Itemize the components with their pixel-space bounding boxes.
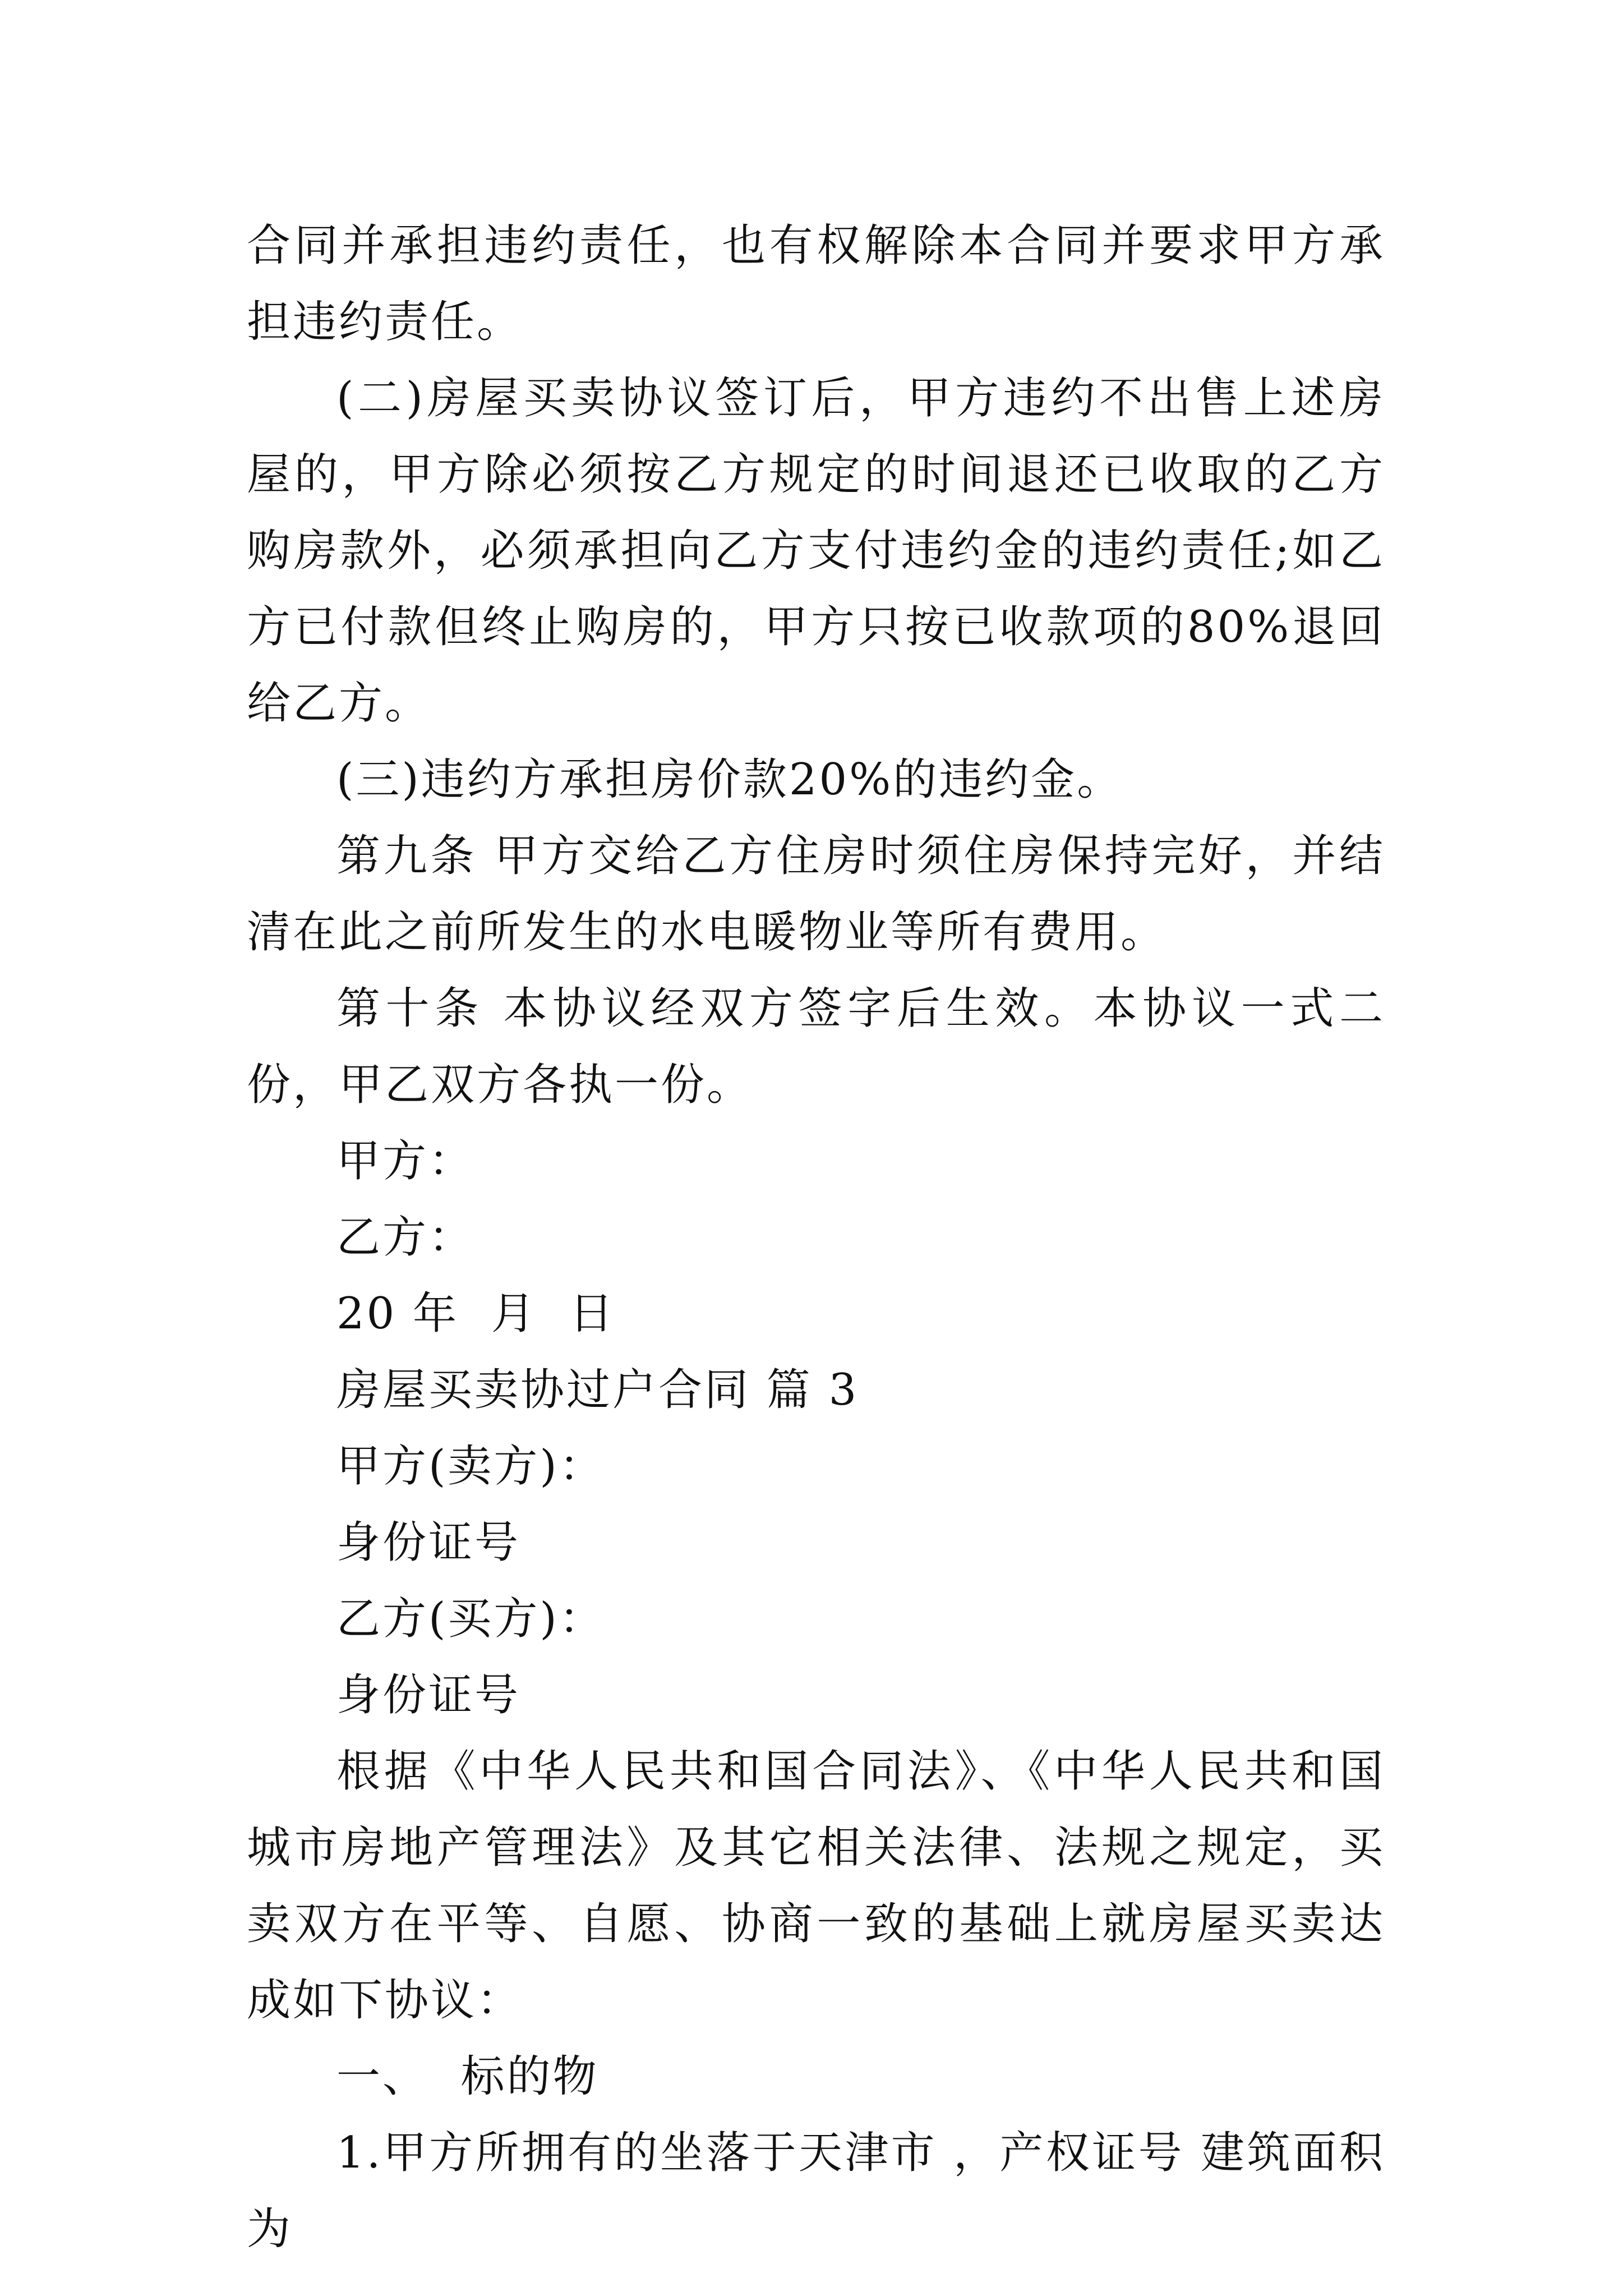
party-b-id-number-label: 身份证号 — [336, 1670, 521, 1720]
party-a-signature-line: 甲方： — [336, 1136, 475, 1186]
date-line: 20 年 月 日 — [336, 1289, 616, 1339]
party-a-seller-label: 甲方(卖方)： — [336, 1441, 605, 1492]
section-heading-part-3: 房屋买卖协过户合同 篇 3 — [336, 1365, 859, 1415]
subject-matter-heading: 一、 标的物 — [336, 2051, 599, 2102]
party-b-buyer-label: 乙方(买方)： — [336, 1594, 605, 1644]
paragraph-breach-liability: 合同并承担违约责任，也有权解除本合同并要求甲方承担违约责任。 — [247, 220, 1385, 347]
paragraph-article-ten: 第十条 本协议经双方签字后生效。本协议一式二份，甲乙双方各执一份。 — [247, 983, 1385, 1110]
paragraph-legal-basis: 根据《中华人民共和国合同法》、《中华人民共和国城市房地产管理法》及其它相关法律、法规之规定，买卖双方在平等、自愿、协商一致的基础上就房屋买卖达成如下协议： — [247, 1746, 1385, 2026]
paragraph-clause-three: (三)违约方承担房价款20%的违约金。 — [336, 754, 1123, 805]
paragraph-clause-two: (二)房屋买卖协议签订后，甲方违约不出售上述房屋的，甲方除必须按乙方规定的时间退还已收取的乙方购房款外，必须承担向乙方支付违约金的违约责任;如乙方已付款但终止购房的，甲方只按已收款项的80%退回给乙方。 — [247, 373, 1385, 729]
party-b-signature-line: 乙方： — [336, 1212, 475, 1263]
paragraph-article-nine: 第九条 甲方交给乙方住房时须住房保持完好，并结清在此之前所发生的水电暖物业等所有费用。 — [247, 831, 1385, 958]
party-a-id-number-label: 身份证号 — [336, 1517, 521, 1568]
paragraph-property-location: 1.甲方所拥有的坐落于天津市 ，产权证号 建筑面积为 — [247, 2128, 1385, 2254]
document-body — [247, 208, 1385, 2267]
